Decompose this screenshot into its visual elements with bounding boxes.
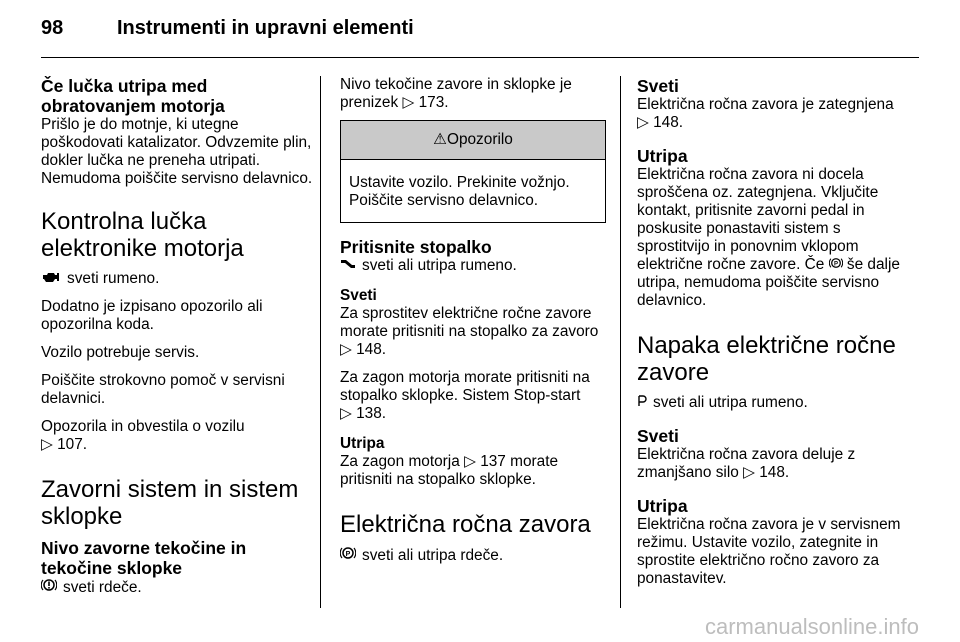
status-line: sveti rdeče. [41,578,315,597]
paragraph: Poiščite strokovno pomoč v servisni delavnici. [41,372,285,407]
subheading: Utripa [340,435,385,452]
pedal-icon [340,257,356,275]
page-header [41,17,414,40]
page-reference: 148. [759,464,790,481]
parking-brake-fault-icon [637,394,647,412]
page-reference-icon: ▷ [464,453,476,470]
status-line: sveti ali utripa rumeno. [340,257,606,275]
page-number: 98 [41,17,64,39]
subheading: Sveti [637,76,679,96]
chapter-title: Instrumenti in upravni elementi [117,17,414,39]
page-reference-icon: ▷ [41,436,53,453]
parking-brake-icon [340,546,356,565]
status-line: P sveti ali utripa rdeče. [340,546,606,565]
section-title: Zavorni sistem in sistem sklopke [41,476,299,530]
column-left [41,76,315,597]
section-heading: Če lučka utripa med obratovanjem motorja [41,76,225,116]
warning-title: Opozorilo [446,131,513,148]
paragraph: Prišlo je do motnje, ki utegne poškodovati katalizator. Odvzemite plin, dokler lučka ne preneha utripati. Nemudoma poiščite servisno delavnico. [41,116,313,187]
paragraph: Za zagon motorja ▷ 137 morate pritisniti na stopalko sklopke. [340,453,559,488]
section-heading: Nivo zavorne tekočine in tekočine sklopke [41,538,247,578]
svg-text:P: P [345,551,351,558]
subheading: Sveti [637,426,679,446]
page-reference: 107. [57,436,88,453]
watermark: carmanualsonline.info [704,614,919,639]
section-title: Električna ročna zavora [340,511,591,538]
status-line: sveti ali utripa rumeno. [637,394,909,412]
engine-icon [41,270,61,288]
column-right [637,76,909,588]
page-reference-icon: ▷ [743,464,755,481]
paragraph: Nivo tekočine zavore in sklopke je prenizek ▷ 173. [340,76,572,111]
paragraph: Električna ročna zavora ni docela sproščena oz. zategnjena. Vključite kontakt, pritisnite zavorni pedal in poskusite ponastaviti sistem s sprostitvijo in ponovnim vklopom električne ročne zavore. Če P še dalje utripa, nemudoma poiščite servisno delavnico. [637,166,900,309]
column-divider [620,76,621,608]
section-heading: Pritisnite stopalko [340,237,492,257]
page-reference-icon: ▷ [340,405,352,422]
warning-box [340,120,606,223]
subheading: Sveti [340,287,377,304]
paragraph: Električna ročna zavora deluje z zmanjšano silo ▷ 148. [637,446,856,481]
page-reference: 173. [418,94,449,111]
page-reference-icon: ▷ [637,114,649,131]
subheading: Utripa [637,496,688,516]
section-title: Kontrolna lučka elektronike motorja [41,208,244,262]
page-reference: 138. [356,405,387,422]
page-reference: 148. [356,341,387,358]
column-divider [320,76,321,608]
header-divider [41,57,919,58]
warning-header [341,121,605,160]
subheading: Utripa [637,146,688,166]
paragraph: Električna ročna zavora je zategnjena ▷ 148. [637,96,894,131]
page-reference: 148. [653,114,684,131]
paragraph: Za sprostitev električne ročne zavore morate pritisniti na stopalko za zavoro ▷ 148. [340,305,599,358]
warning-text: Ustavite vozilo. Prekinite vožnjo. Poiščite servisno delavnico. [349,174,570,209]
page-reference-icon: ▷ [340,341,352,358]
paragraph: Opozorila in obvestila o vozilu ▷ 107. [41,418,245,453]
brake-warning-icon [41,578,57,597]
page-reference-icon: ▷ [402,94,415,111]
section-title: Napaka električne ročne zavore [637,332,896,386]
status-line: sveti rumeno. [41,270,315,288]
paragraph: Električna ročna zavora je v servisnem režimu. Ustavite vozilo, zategnite in sprostite električno ročno zavoro za ponastavitev. [637,516,901,587]
warning-icon: ⚠ [433,131,447,148]
paragraph: Za zagon motorja morate pritisniti na stopalko sklopke. Sistem Stop-start ▷ 138. [340,369,590,422]
svg-text:P: P [833,261,838,268]
paragraph: Dodatno je izpisano opozorilo ali opozorilna koda. [41,298,263,333]
column-middle [340,76,606,565]
paragraph: Vozilo potrebuje servis. [41,344,200,361]
parking-brake-icon [829,256,847,273]
